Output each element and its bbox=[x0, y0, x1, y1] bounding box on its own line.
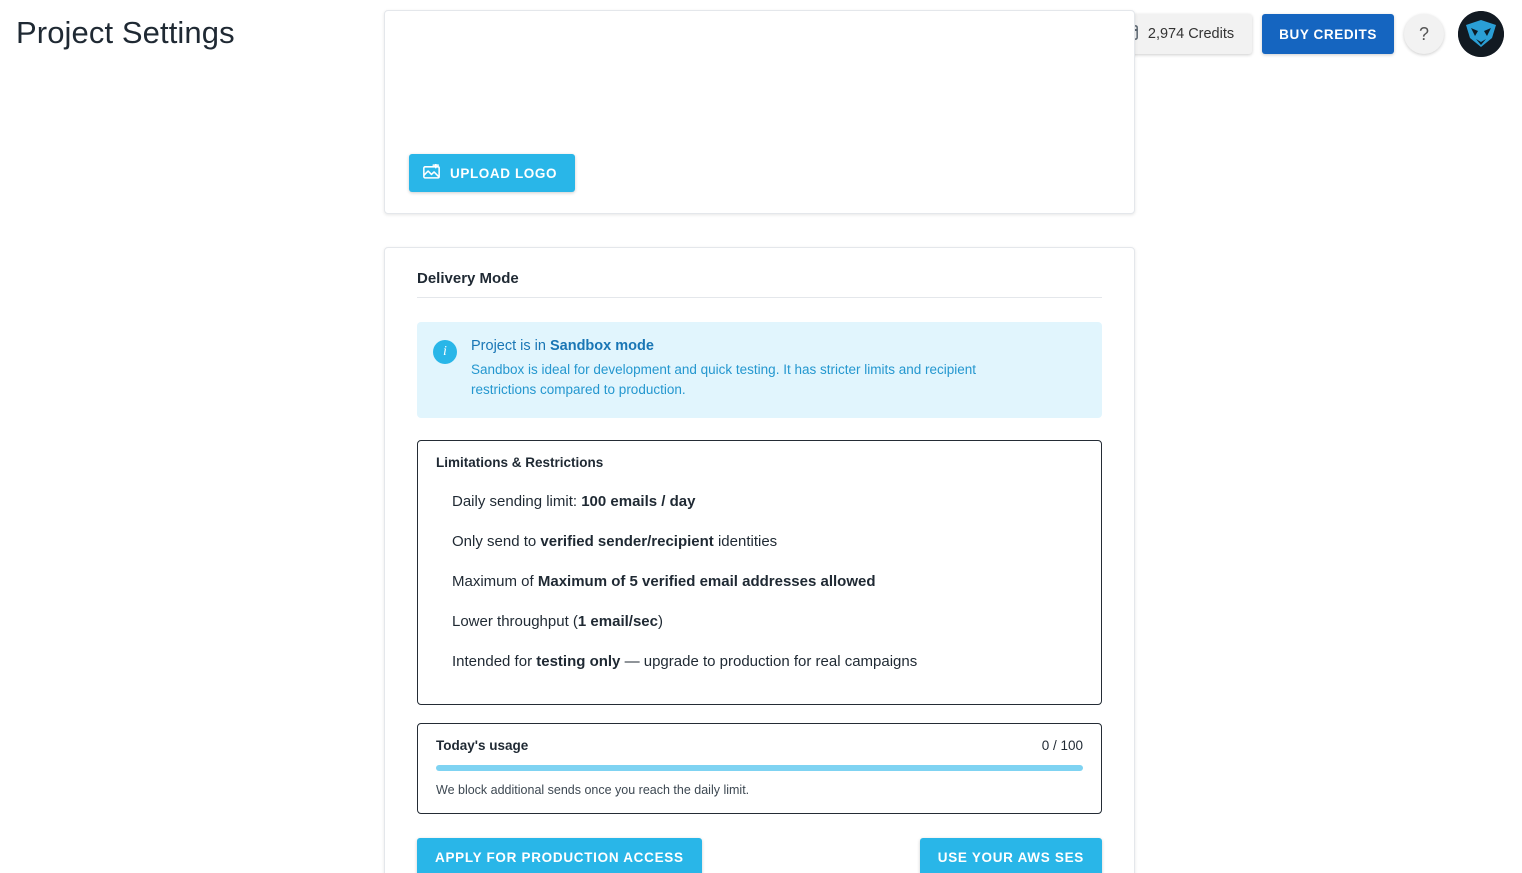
limit-text-strong: verified sender/recipient bbox=[540, 533, 714, 550]
usage-header bbox=[436, 738, 1083, 753]
sandbox-info-title bbox=[471, 338, 1031, 354]
list-item bbox=[436, 642, 1083, 682]
limit-text-pre: Intended for bbox=[452, 653, 537, 670]
limit-text-pre: Lower throughput ( bbox=[452, 613, 578, 630]
usage-note: We block additional sends once you reach the daily limit. bbox=[436, 783, 750, 797]
credits-label: 2,974 Credits bbox=[1147, 26, 1235, 42]
info-icon: i bbox=[433, 340, 457, 364]
title-divider bbox=[417, 297, 1102, 298]
avatar[interactable] bbox=[1458, 11, 1504, 57]
sandbox-info-title-strong: Sandbox mode bbox=[549, 338, 654, 354]
usage-count: 0 / 100 bbox=[1041, 738, 1083, 753]
limit-text-strong: 1 email/sec bbox=[577, 613, 658, 630]
limit-text-strong: testing only bbox=[536, 653, 621, 670]
limitations-title: Limitations & Restrictions bbox=[436, 455, 604, 470]
limit-text-pre: Maximum of bbox=[452, 573, 538, 590]
upload-logo-button[interactable] bbox=[409, 154, 575, 192]
list-item bbox=[436, 522, 1083, 562]
delivery-mode-title: Delivery Mode bbox=[417, 270, 519, 287]
delivery-actions bbox=[417, 838, 1102, 873]
limitations-box bbox=[417, 440, 1102, 705]
image-upload-icon bbox=[423, 164, 440, 182]
usage-box bbox=[417, 723, 1102, 814]
apply-production-access-button[interactable]: APPLY FOR PRODUCTION ACCESS bbox=[417, 838, 702, 873]
limit-text-pre: Daily sending limit: bbox=[452, 493, 582, 510]
page-title: Project Settings bbox=[16, 14, 235, 50]
help-button[interactable]: ? bbox=[1404, 14, 1444, 54]
limit-text-pre: Only send to bbox=[452, 533, 541, 550]
upload-logo-label: UPLOAD LOGO bbox=[450, 165, 558, 181]
buy-credits-button[interactable]: BUY CREDITS bbox=[1262, 14, 1394, 54]
list-item bbox=[436, 482, 1083, 522]
list-item bbox=[436, 562, 1083, 602]
limit-text-strong: 100 emails / day bbox=[581, 493, 696, 510]
sandbox-info-title-prefix: Project is in bbox=[471, 338, 550, 354]
sandbox-info-banner bbox=[417, 322, 1102, 418]
sandbox-info-text: Sandbox is ideal for development and quick testing. It has stricter limits and recipient restrictions compared to production. bbox=[471, 362, 977, 397]
avatar-image bbox=[1458, 11, 1504, 57]
limit-text-post: — upgrade to production for real campaigns bbox=[620, 653, 918, 670]
list-item bbox=[436, 602, 1083, 642]
settings-content bbox=[0, 68, 1522, 873]
usage-progress-bar bbox=[436, 765, 1083, 771]
usage-label: Today's usage bbox=[436, 738, 529, 753]
use-aws-ses-button[interactable]: USE YOUR AWS SES bbox=[920, 838, 1102, 873]
delivery-mode-card bbox=[384, 247, 1135, 873]
limit-text-post: ) bbox=[657, 613, 663, 630]
logo-card bbox=[384, 10, 1135, 214]
limit-text-post: identities bbox=[713, 533, 778, 550]
limit-text-strong: Maximum of 5 verified email addresses allowed bbox=[537, 573, 876, 590]
